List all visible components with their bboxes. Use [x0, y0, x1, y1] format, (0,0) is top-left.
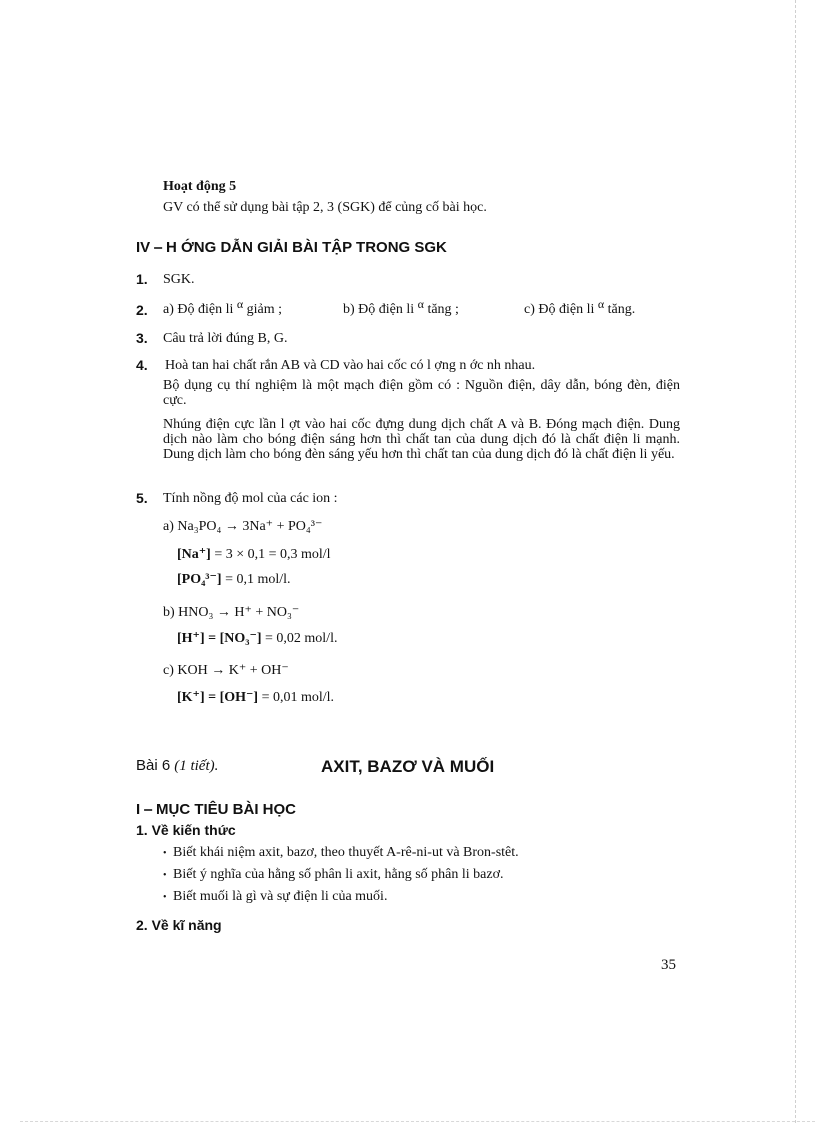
section-i-title: I ⎯ MỤC TIÊU BÀI HỌC	[136, 801, 296, 818]
alpha-symbol: α	[597, 297, 605, 311]
item-2c	[524, 297, 636, 318]
k-oh-concentration-label: [K⁺] = [OH⁻]	[177, 690, 259, 705]
calc-a-po4	[177, 571, 291, 588]
section-iv-title: IV ⎯ H ỚNG DẪN GIẢI BÀI TẬP TRONG SGK	[136, 239, 447, 256]
k-oh-concentration-value: = 0,01 mol/l.	[261, 690, 335, 705]
item-4-paragraph-1: Bộ dụng cụ thí nghiệm là một mạch điện gồm có : Nguồn điện, dây dẫn, bóng đèn, điện cực.	[163, 378, 680, 408]
item-2-number: 2.	[136, 302, 148, 318]
activity-text: GV có thể sử dụng bài tập 2, 3 (SGK) để củng cố bài học.	[163, 200, 487, 215]
calc-c-equation: c) KOH → K⁺ + OH⁻	[163, 663, 289, 678]
bullet-icon: •	[163, 892, 167, 903]
subsection-skills: 2. Về kĩ năng	[136, 917, 222, 933]
page-number: 35	[661, 957, 676, 973]
bullet-item	[163, 845, 519, 861]
item-5-text: Tính nồng độ mol của các ion :	[163, 491, 338, 506]
item-2a	[163, 297, 283, 318]
na-concentration-label: [Na⁺]	[177, 547, 211, 562]
right-margin-rule	[795, 0, 796, 1123]
po4-concentration-label: [PO₄³⁻]	[177, 572, 222, 587]
bullet-icon: •	[163, 870, 167, 881]
calc-b-result	[177, 630, 337, 647]
bottom-margin-rule	[20, 1121, 815, 1122]
item-3-text: Câu trả lời đúng B, G.	[163, 331, 288, 346]
lesson-label: Bài 6	[136, 757, 171, 774]
h-no3-concentration-label: [H⁺] = [NO₃⁻]	[177, 631, 262, 646]
item-1-number: 1.	[136, 271, 148, 287]
item-2b-text: b) Độ điện li	[343, 302, 415, 317]
item-2a-end: giảm ;	[246, 302, 283, 317]
item-1-text: SGK.	[163, 272, 195, 287]
alpha-symbol: α	[417, 297, 424, 311]
lesson-header	[136, 757, 218, 775]
item-3-number: 3.	[136, 330, 148, 346]
bullet-text: Biết ý nghĩa của hằng số phân li axit, hằng số phân li bazơ.	[173, 867, 504, 882]
bullet-text: Biết muối là gì và sự điện li của muối.	[173, 889, 388, 904]
item-2b-end: tăng ;	[427, 302, 459, 317]
lesson-title: AXIT, BAZƠ VÀ MUỐI	[321, 757, 495, 776]
po4-concentration-value: = 0,1 mol/l.	[225, 572, 291, 587]
activity-title: Hoạt động 5	[163, 179, 237, 194]
bullet-text: Biết khái niệm axit, bazơ, theo thuyết A-rê-ni-ut và Bron-stêt.	[173, 845, 519, 860]
calc-a-na	[177, 546, 331, 563]
bullet-item	[163, 889, 387, 905]
bullet-item	[163, 867, 504, 883]
item-2c-text: c) Độ điện li	[524, 302, 595, 317]
bullet-icon: •	[163, 848, 167, 859]
calc-a-equation: a) Na₃PO₄ → 3Na⁺ + PO₄³⁻	[163, 519, 323, 534]
item-4-number: 4.	[136, 357, 148, 373]
item-4-paragraph-2: Nhúng điện cực lần l ợt vào hai cốc đựng dung dịch chất A và B. Đóng mạch điện. Dung dịch nào làm cho bóng điện sáng hơn thì chất tan của dung dịch đó là chất điện li mạnh. Dung dịch làm cho bóng đèn sáng yếu hơn thì chất tan của dung dịch đó là chất điện li yếu.	[163, 417, 680, 462]
item-5-number: 5.	[136, 490, 148, 506]
item-4-text: Hoà tan hai chất rắn AB và CD vào hai cốc có l ợng n ớc nh nhau.	[165, 358, 536, 373]
calc-b-equation: b) HNO₃ → H⁺ + NO₃⁻	[163, 605, 300, 620]
item-2a-text: a) Độ điện li	[163, 302, 234, 317]
calc-c-result	[177, 689, 334, 706]
lesson-duration: (1 tiết).	[174, 758, 219, 774]
na-concentration-value: = 3 × 0,1 = 0,3 mol/l	[214, 547, 331, 562]
subsection-knowledge: 1. Về kiến thức	[136, 822, 236, 838]
h-no3-concentration-value: = 0,02 mol/l.	[265, 631, 338, 646]
item-2c-end: tăng.	[607, 302, 636, 317]
item-2b	[343, 297, 459, 318]
alpha-symbol: α	[236, 297, 244, 311]
